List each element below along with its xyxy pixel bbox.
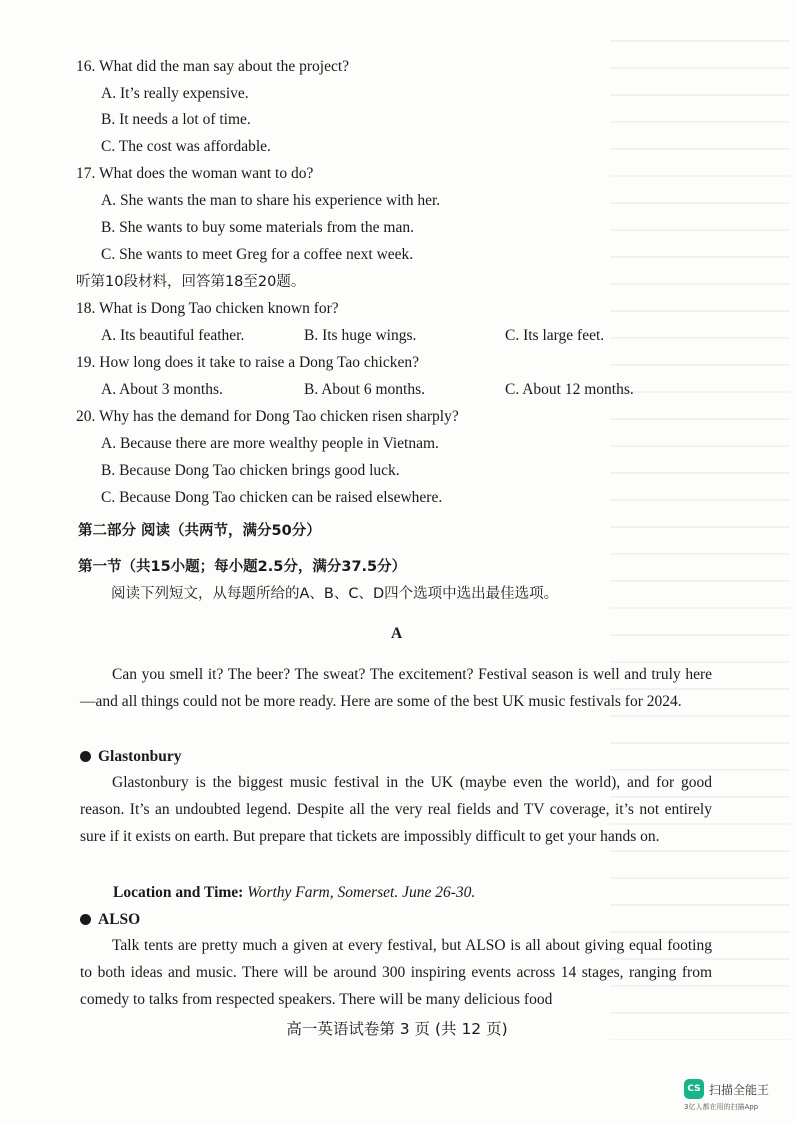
also-heading	[80, 910, 140, 930]
question-16-option-a: A. It’s really expensive.	[101, 85, 249, 102]
passage-label: A	[391, 625, 403, 642]
question-16-stem: 16. What did the man say about the project?	[76, 58, 350, 75]
question-17-stem: 17. What does the woman want to do?	[76, 165, 314, 182]
question-19-option-b: B. About 6 months.	[304, 381, 426, 398]
section-1-title: 第一节（共15小题；每小题2.5分，满分37.5分）	[78, 559, 407, 575]
question-17-option-b: B. She wants to buy some materials from the man.	[101, 219, 414, 236]
camscanner-logo-icon: CS	[684, 1079, 704, 1099]
also-body: Talk tents are pretty much a given at every festival, but ALSO is all about giving equal footing to both ideas and music. There will be around 300 inspiring events across 14 stages, ranging from comedy to talks from respected speakers. There will be many delicious food	[80, 937, 712, 1008]
glastonbury-heading-text: Glastonbury	[98, 748, 182, 765]
question-18-option-b: B. Its huge wings.	[304, 327, 417, 344]
glastonbury-heading	[80, 747, 182, 767]
page-footer: 高一英语试卷第 3 页 (共 12 页)	[286, 1020, 508, 1038]
bullet-icon	[80, 914, 91, 925]
bullet-icon	[80, 751, 91, 762]
part-2-title: 第二部分 阅读（共两节，满分50分）	[78, 523, 321, 539]
question-16-option-c: C. The cost was affordable.	[101, 138, 271, 155]
bleed-through-texture	[610, 40, 790, 1040]
reading-instruction: 阅读下列短文，从每题所给的A、B、C、D四个选项中选出最佳选项。	[111, 586, 559, 602]
passage-intro: Can you smell it? The beer? The sweat? The excitement? Festival season is well and truly here—and all things could not be more ready. Here are some of the best UK music festivals for 2024.	[80, 666, 712, 710]
scanner-tagline: 3亿人都在用的扫描App	[684, 1103, 759, 1111]
question-16-option-b: B. It needs a lot of time.	[101, 111, 251, 128]
question-19-option-c: C. About 12 months.	[505, 381, 634, 398]
question-18-option-a: A. Its beautiful feather.	[101, 327, 245, 344]
section-note: 听第10段材料，回答第18至20题。	[76, 274, 306, 290]
question-20-option-a: A. Because there are more wealthy people in Vietnam.	[101, 435, 439, 452]
question-17-option-a: A. She wants the man to share his experience with her.	[101, 192, 441, 209]
location-label: Location and Time:	[113, 884, 244, 901]
question-17-option-c: C. She wants to meet Greg for a coffee next week.	[101, 246, 414, 263]
location-value: Worthy Farm, Somerset. June 26-30.	[247, 884, 476, 901]
question-19-stem: 19. How long does it take to raise a Dong Tao chicken?	[76, 354, 419, 371]
question-19-option-a: A. About 3 months.	[101, 381, 223, 398]
scanner-name: 扫描全能王	[709, 1082, 770, 1097]
also-heading-text: ALSO	[98, 911, 141, 928]
glastonbury-body: Glastonbury is the biggest music festival in the UK (maybe even the world), and for good reason. It’s an undoubted legend. Despite all the very real fields and TV coverage, it’s not entirely sure if it exists on earth. But prepare that tickets are impossibly difficult to get your hands on.	[80, 774, 712, 845]
scanner-watermark	[684, 1079, 769, 1099]
question-18-option-c: C. Its large feet.	[505, 327, 605, 344]
question-20-option-c: C. Because Dong Tao chicken can be raised elsewhere.	[101, 489, 443, 506]
glastonbury-location	[113, 883, 475, 903]
question-18-stem: 18. What is Dong Tao chicken known for?	[76, 300, 339, 317]
question-20-stem: 20. Why has the demand for Dong Tao chicken risen sharply?	[76, 408, 459, 425]
question-20-option-b: B. Because Dong Tao chicken brings good luck.	[101, 462, 400, 479]
